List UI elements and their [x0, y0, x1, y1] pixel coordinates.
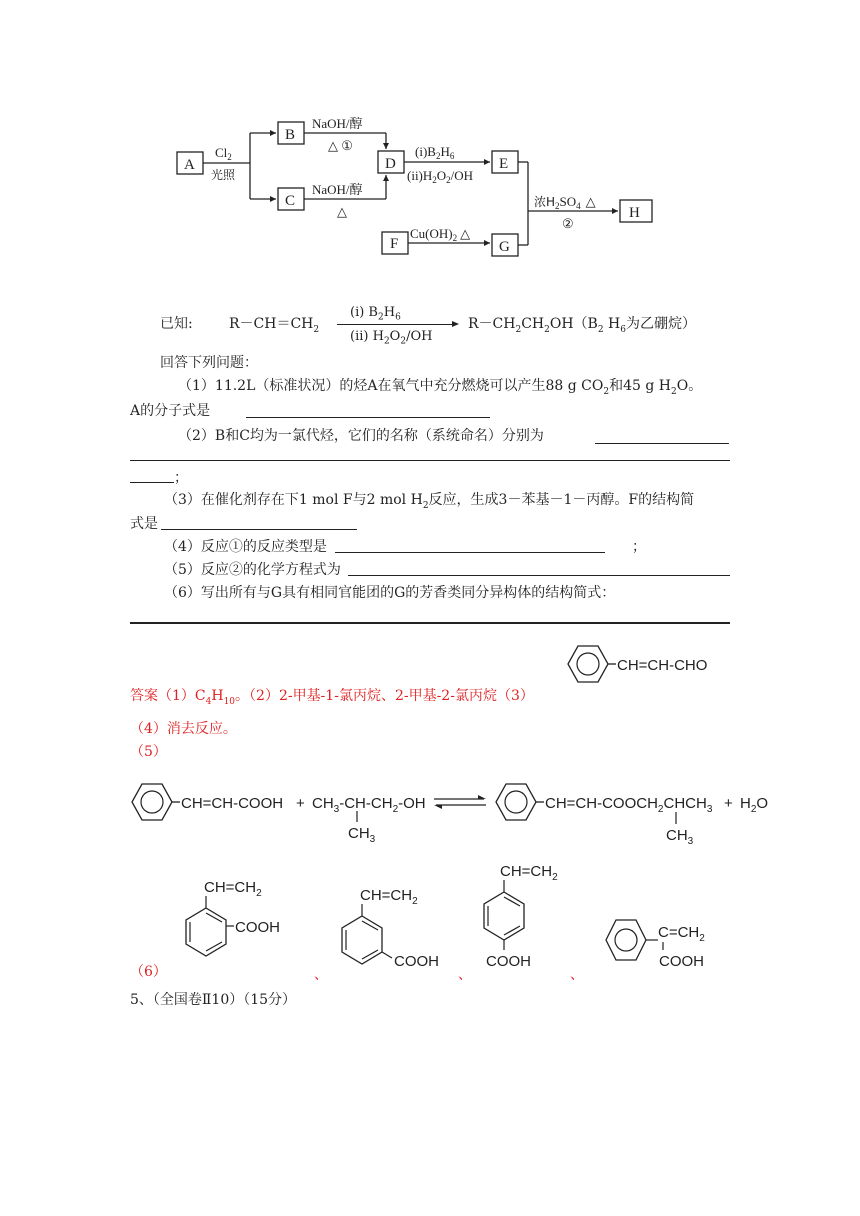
cond-circle-2: ②: [562, 216, 574, 231]
node-f: F: [390, 236, 399, 252]
question-3-line2: 式是: [130, 516, 158, 532]
node-e: E: [499, 156, 509, 172]
known-reactant: $R-CH=CH_2$: [229, 316, 320, 335]
isomer-alpha: [596, 910, 736, 980]
svg-text:COOH: COOH: [659, 953, 704, 970]
answer-line-1: 答案$(1)C_4H_{10}$。（2）2-甲基-1-氯丙烷、2-甲基-2-氯丙烷（3）: [130, 688, 534, 707]
cond-light: 光照: [211, 168, 236, 182]
node-b: B: [285, 127, 296, 143]
isomer-ortho: [176, 866, 306, 976]
isomer-meta: [332, 876, 462, 986]
node-h: H: [629, 205, 640, 221]
svg-text:CH=CH-COOH: CH=CH-COOH: [181, 795, 284, 812]
cond-delta-1: △ ①: [328, 138, 353, 153]
answer-blank-4[interactable]: [335, 552, 605, 553]
svg-text:CH=CH2: $CH=CH_2$: [360, 887, 418, 907]
cond-h2so4: 浓H: [534, 195, 556, 209]
svg-text:COOH: COOH: [235, 919, 280, 936]
svg-text:CH3: $CH_3$: [348, 825, 376, 845]
section-divider: [130, 622, 730, 624]
separator-1: 、: [314, 967, 328, 983]
questions-intro: 回答下列问题：: [160, 355, 258, 371]
known-product: $R-CH_2CH_2OH(B_2$ $H_6$为乙硼烷）: [468, 316, 696, 335]
svg-text:+: +: [724, 795, 733, 812]
question-1: （1）11.2L（标准状况）的烃A在氧气中充分燃烧可以产生88 g $CO_2$和45 g $H_2O$。: [178, 378, 703, 397]
svg-text:(ii)H2O2/OH: $(ii)H_2O_2/OH$: [407, 168, 474, 185]
answer-line-2: （4）消去反应。: [130, 721, 237, 737]
isomer-para: [474, 852, 584, 982]
cond-cuoh: Cu(OH): [410, 226, 453, 241]
cond-b2h6: (i)B: [415, 144, 436, 159]
node-g: G: [499, 239, 510, 255]
answer-blank-3[interactable]: [161, 529, 357, 530]
question-5: （5）反应②的化学方程式为: [164, 562, 341, 578]
svg-text:CH=CH2: $CH=CH_2$: [500, 863, 558, 883]
question-4-end: ；: [632, 539, 646, 555]
reaction-scheme: [170, 108, 690, 268]
svg-text:Cl2: $Cl_2$: [215, 145, 232, 162]
known-arrowhead: [452, 321, 459, 327]
separator-3: 、: [570, 967, 584, 983]
svg-text:COOH: COOH: [486, 953, 531, 970]
question-6: （6）写出所有与G具有相同官能团的G的芳香类同分异构体的结构简式：: [164, 585, 616, 601]
answer-6-label: （6）: [130, 964, 167, 980]
question-1-line2: A的分子式是: [130, 403, 211, 419]
answer-blank-5[interactable]: [348, 575, 730, 576]
node-a: A: [184, 157, 195, 173]
known-cond-top: (i) $B_2H_6$: [350, 305, 401, 323]
answer-blank-2a[interactable]: [595, 443, 729, 444]
node-c: C: [285, 193, 296, 209]
svg-text:H2O: $H_2O$: [740, 795, 769, 815]
known-cond-bottom: (ii) $H_2O_2/OH$: [350, 329, 433, 347]
svg-text:浓H2SO4△: 浓$H_2SO_4$ △: [534, 194, 596, 211]
answer-blank-1[interactable]: [246, 417, 490, 418]
next-problem-heading: 5、（全国卷Ⅱ10）（15分）: [130, 992, 297, 1008]
svg-text:+: +: [296, 795, 305, 812]
benzene-ring: [568, 646, 608, 682]
question-2: （2）B和C均为一氯代烃，它们的名称（系统命名）分别为: [178, 428, 544, 444]
answer-3-structure: [550, 640, 730, 700]
cond-naoh-1: NaOH/醇: [312, 116, 363, 131]
equation-5: [128, 772, 788, 852]
svg-text:CH3-CH-CH2-OH: $CH_3-CH-CH_2-OH$: [312, 795, 426, 815]
cond-naoh-2: NaOH/醇: [312, 182, 363, 197]
svg-text:CH=CH2: $CH=CH_2$: [204, 879, 262, 899]
answer-line-3: （5）: [130, 744, 167, 760]
cond-h2o2: (ii)H: [407, 168, 433, 183]
svg-text:CH=CH-CHO: CH=CH-CHO: [617, 657, 708, 674]
separator-2: 、: [458, 967, 472, 983]
answer-blank-2b[interactable]: [130, 460, 730, 461]
svg-text:(i)B2H6: $(i)B_2H_6$: [415, 144, 455, 161]
svg-text:CH3: $CH_3$: [666, 827, 694, 847]
answer-blank-2c[interactable]: [130, 482, 174, 483]
known-arrow: [337, 324, 453, 325]
svg-text:Cu(OH)2△: $Cu(OH)_2$ △: [410, 226, 471, 243]
question-2-end: ；: [174, 470, 188, 486]
question-4: （4）反应①的反应类型是: [164, 539, 327, 555]
cond-cl2: Cl: [215, 145, 228, 160]
cond-delta-2: △: [337, 204, 347, 219]
svg-text:CH=CH-COOCH2CHCH3: $CH=CH-COOCH_2CHCH_3$: [545, 795, 713, 815]
svg-text:COOH: COOH: [394, 953, 439, 970]
svg-text:C=CH2: $C=CH_2$: [658, 924, 705, 944]
question-3: （3）在催化剂存在下1 mol F与2 mol $H_2$反应，生成3－苯基－1－丙醇。F的结构简: [164, 492, 695, 511]
node-d: D: [385, 156, 396, 172]
known-label: 已知:: [160, 316, 193, 332]
